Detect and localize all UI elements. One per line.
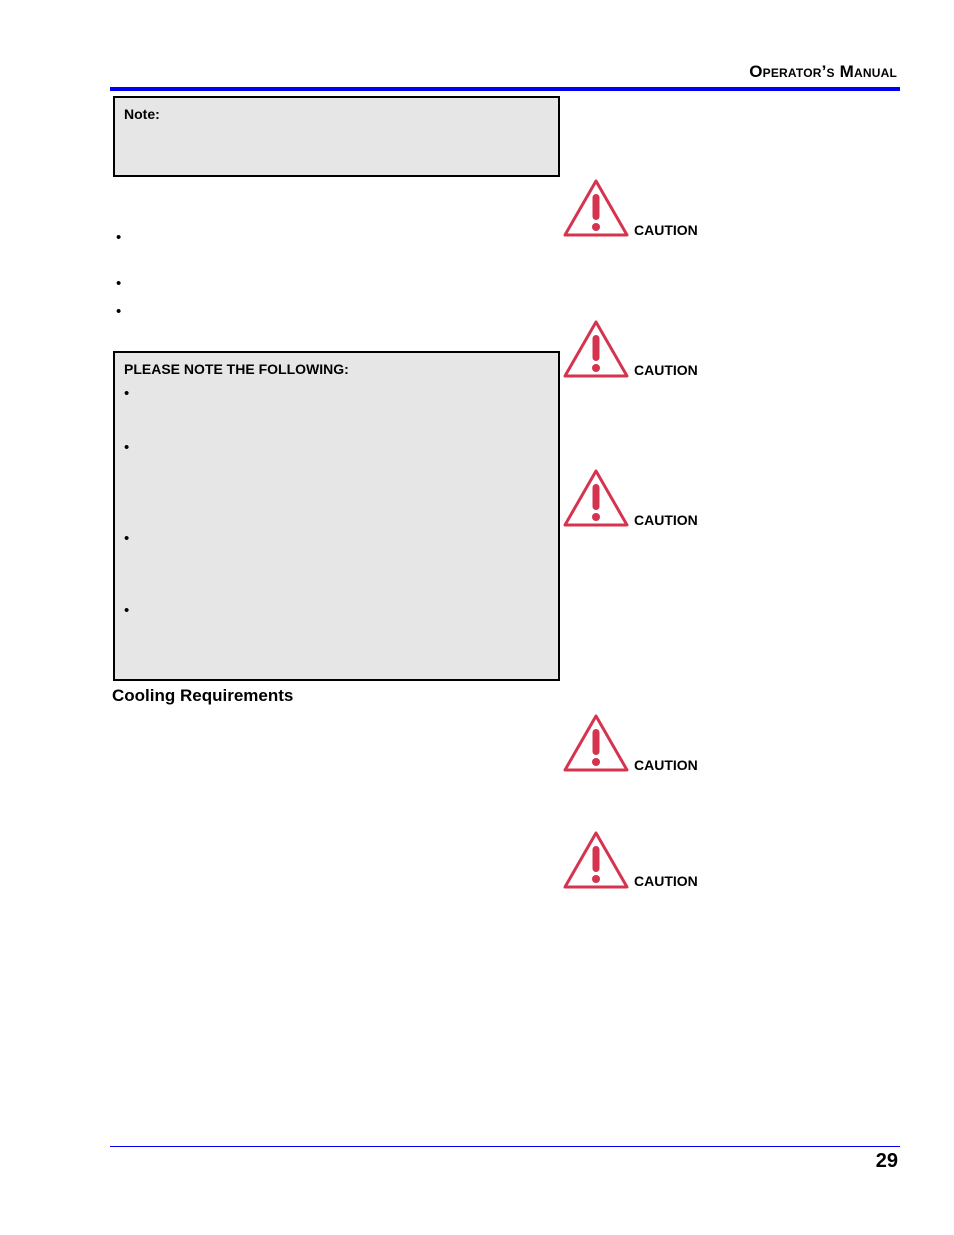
footer-rule [110,1146,900,1147]
list-bullet: • [116,303,122,320]
caution-label: CAUTION [634,222,698,238]
caution-label: CAUTION [634,362,698,378]
warning-triangle-icon [562,178,630,238]
caution-notice [562,468,722,528]
list-bullet: • [124,602,130,619]
caution-label: CAUTION [634,873,698,889]
caution-label: CAUTION [634,757,698,773]
caution-label: CAUTION [634,512,698,528]
please-note-box [113,351,560,681]
page-number: 29 [875,1150,898,1172]
warning-triangle-icon [562,830,630,890]
please-note-label: PLEASE NOTE THE FOLLOWING: [124,361,349,377]
list-bullet: • [116,229,122,246]
note-box [113,96,560,177]
caution-notice [562,830,722,890]
section-heading: Cooling Requirements [112,686,294,705]
caution-notice [562,713,722,773]
list-bullet: • [124,439,130,456]
warning-triangle-icon [562,468,630,528]
list-bullet: • [116,275,122,292]
note-label: Note: [124,106,160,122]
caution-notice [562,319,722,379]
warning-triangle-icon [562,319,630,379]
caution-notice [562,178,722,238]
header-rule [110,87,900,91]
page-header-title: Operator’s Manual [749,62,897,81]
list-bullet: • [124,530,130,547]
list-bullet: • [124,385,130,402]
warning-triangle-icon [562,713,630,773]
